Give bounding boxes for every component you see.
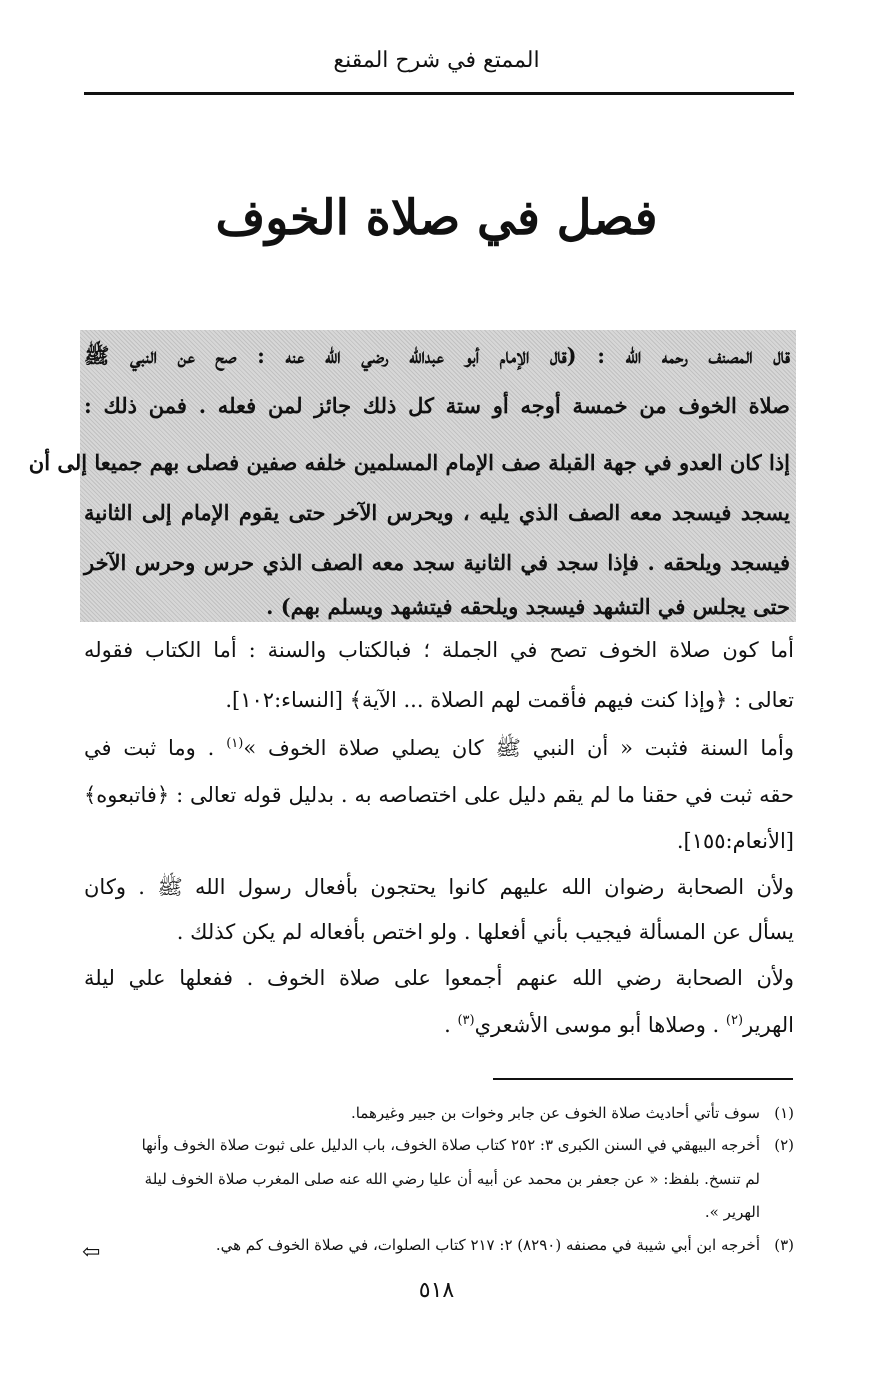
footnote-mark-1[interactable]: (١) bbox=[226, 736, 244, 751]
next-page-arrow-icon[interactable]: ⇦ bbox=[82, 1240, 101, 1265]
footnote-3 bbox=[84, 1236, 794, 1254]
footnote-number: (٣) bbox=[774, 1236, 794, 1254]
body-line bbox=[84, 735, 794, 766]
footnote-rule bbox=[493, 1078, 793, 1080]
footnote-number: (٢) bbox=[774, 1136, 794, 1154]
matn-line: فيسجد ويلحقه . فإذا سجد في الثانية سجد معه الصف الذي حرس وحرس الآخر bbox=[84, 550, 790, 575]
footnote-mark-3[interactable]: (٣) bbox=[457, 1013, 475, 1028]
matn-line: صلاة الخوف من خمسة أوجه أو ستة كل ذلك جائز لمن فعله . فمن ذلك : bbox=[84, 393, 790, 418]
page-number: ٥١٨ bbox=[418, 1278, 455, 1303]
footnote-text: أخرجه ابن أبي شيبة في مصنفه (٨٢٩٠) ٢: ٢١٧ كتاب الصلوات، في صلاة الخوف كم هي. bbox=[215, 1236, 760, 1254]
body-line: ولأن الصحابة رضي الله عنهم أجمعوا على صلاة الخوف . ففعلها علي ليلة bbox=[84, 966, 794, 990]
matn-line: يسجد فيسجد معه الصف الذي يليه ، ويحرس الآخر حتى يقوم الإمام إلى الثانية bbox=[84, 500, 790, 525]
matn-line: قال المصنف رحمه الله : (قال الإمام أبو عبدالله رضي الله عنه : صح عن النبي ﷺ bbox=[84, 343, 790, 368]
body-line-text: . bbox=[444, 1013, 451, 1037]
footnote-text: لم تنسخ. بلفظ: « عن جعفر بن محمد عن أبيه أن عليا رضي الله عنه صلى المغرب صلاة الخوف ليلة bbox=[144, 1170, 760, 1188]
body-line: [الأنعام:١٥٥]. bbox=[676, 829, 794, 853]
body-line: ولأن الصحابة رضوان الله عليهم كانوا يحتجون بأفعال رسول الله ﷺ . وكان bbox=[84, 875, 794, 899]
body-line-tail: . وما ثبت في bbox=[84, 736, 215, 760]
footnote-2-cont bbox=[84, 1170, 794, 1188]
body-line: حقه ثبت في حقنا ما لم يقم دليل على اختصاصه به . بدليل قوله تعالى : ﴿فاتبعوه﴾ bbox=[84, 783, 794, 807]
footnote-2-end bbox=[84, 1203, 794, 1221]
footnote-text: أخرجه البيهقي في السنن الكبرى ٣: ٢٥٢ كتاب صلاة الخوف، باب الدليل على ثبوت صلاة الخوف وأنها bbox=[141, 1136, 760, 1154]
footnote-mark-2[interactable]: (٢) bbox=[725, 1013, 744, 1028]
body-line: تعالى : ﴿وإذا كنت فيهم فأقمت لهم الصلاة ... الآية﴾ [النساء:١٠٢]. bbox=[225, 688, 794, 712]
body-line-text: الهرير bbox=[743, 1013, 794, 1037]
footnote-number: (١) bbox=[774, 1104, 794, 1122]
footnote-text: سوف تأتي أحاديث صلاة الخوف عن جابر وخوات بن جبير وغيرهما. bbox=[350, 1104, 760, 1122]
footnote-text: الهرير ». bbox=[704, 1203, 760, 1221]
matn-line: إذا كان العدو في جهة القبلة صف الإمام المسلمين خلفه صفين فصلى بهم جميعا إلى أن bbox=[28, 450, 790, 475]
body-line-text: . وصلاها أبو موسى الأشعري bbox=[474, 1013, 720, 1037]
running-head-title: الممتع في شرح المقنع bbox=[333, 48, 540, 73]
body-line: يسأل عن المسألة فيجيب بأني أفعلها . ولو اختص بأفعاله لم يكن كذلك . bbox=[176, 920, 794, 944]
chapter-title: فصل في صلاة الخوف bbox=[215, 190, 658, 246]
footnote-2 bbox=[84, 1136, 794, 1154]
matn-line: حتى يجلس في التشهد فيسجد ويلحقه فيتشهد ويسلم بهم) . bbox=[266, 594, 790, 619]
body-line: أما كون صلاة الخوف تصح في الجملة ؛ فبالكتاب والسنة : أما الكتاب فقوله bbox=[84, 638, 794, 662]
body-line bbox=[84, 1013, 794, 1037]
body-line-text: وأما السنة فثبت « أن النبي ﷺ كان يصلي صلاة الخوف » bbox=[243, 736, 794, 760]
footnote-1 bbox=[84, 1104, 794, 1122]
header-rule bbox=[84, 92, 794, 95]
